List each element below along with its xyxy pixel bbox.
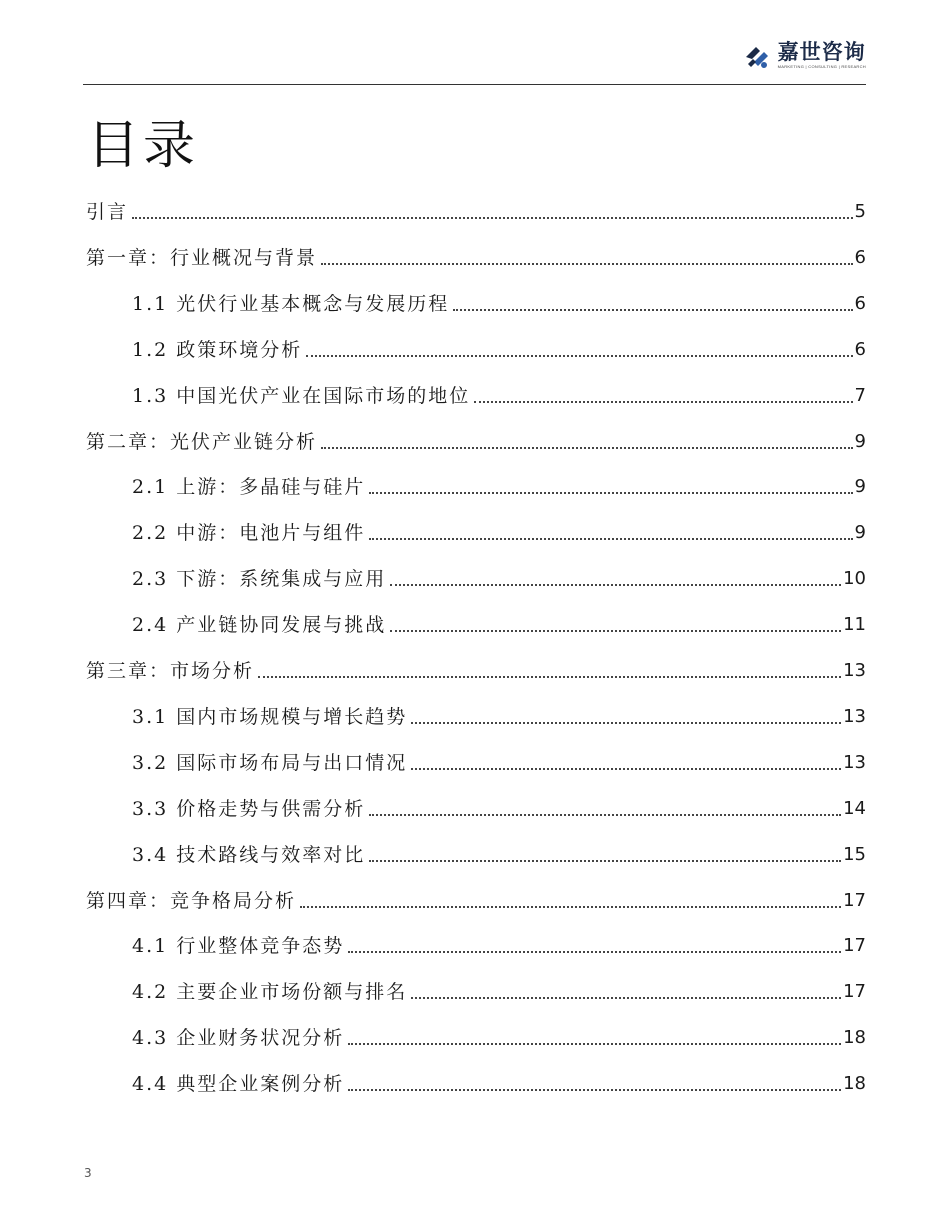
toc-entry-page: 17	[843, 981, 866, 1003]
toc-section-entry[interactable]	[132, 518, 866, 546]
toc-entry-label: 2.2 中游：电池片与组件	[132, 522, 366, 545]
toc-chapter-entry[interactable]	[86, 427, 866, 455]
toc-chapter-entry[interactable]	[86, 886, 866, 914]
toc-section-entry[interactable]	[132, 977, 866, 1005]
toc-entry-label: 引言	[86, 201, 129, 223]
toc-title: 目录	[87, 116, 200, 176]
toc-entry-label: 2.4 产业链协同发展与挑战	[132, 614, 387, 637]
toc-entry-page: 5	[854, 201, 866, 222]
toc-dot-leader	[474, 401, 852, 403]
toc-dot-leader	[348, 951, 841, 953]
toc-dot-leader	[369, 814, 841, 816]
toc-dot-leader	[411, 768, 841, 770]
toc-chapter-entry[interactable]	[86, 656, 866, 684]
toc-entry-label: 1.1 光伏行业基本概念与发展历程	[132, 292, 450, 315]
toc-section-entry[interactable]	[132, 794, 866, 822]
toc-section-entry[interactable]	[132, 840, 866, 868]
toc-section-entry[interactable]	[132, 931, 866, 959]
toc-entry-label: 2.3 下游：系统集成与应用	[132, 568, 387, 591]
toc-dot-leader	[369, 492, 852, 494]
toc-dot-leader	[321, 263, 853, 265]
toc-section-entry[interactable]	[132, 702, 866, 730]
toc-entry-page: 17	[843, 889, 866, 911]
toc-dot-leader	[369, 860, 841, 862]
brand-tagline: MARKETING | CONSULTING | RESEARCH	[777, 64, 866, 69]
toc-dot-leader	[348, 1089, 841, 1091]
toc-section-entry[interactable]	[132, 1023, 866, 1051]
toc-section-entry[interactable]	[132, 748, 866, 776]
toc-dot-leader	[132, 217, 853, 219]
toc-dot-leader	[321, 447, 853, 449]
toc-entry-page: 9	[854, 522, 866, 544]
toc-entry-page: 11	[843, 614, 866, 636]
toc-entry-label: 3.3 价格走势与供需分析	[132, 797, 366, 820]
toc-dot-leader	[390, 630, 841, 632]
toc-section-entry[interactable]	[132, 610, 866, 638]
toc-entry-page: 6	[854, 246, 866, 268]
toc-entry-label: 4.2 主要企业市场份额与排名	[132, 981, 408, 1004]
toc-dot-leader	[411, 722, 841, 724]
toc-entry-label: 第二章：光伏产业链分析	[86, 430, 318, 453]
toc-entry-label: 3.1 国内市场规模与增长趋势	[132, 705, 408, 728]
toc-entry-label: 第四章：竞争格局分析	[86, 889, 297, 912]
toc-chapter-entry[interactable]	[86, 243, 866, 271]
toc-dot-leader	[453, 309, 852, 311]
page-number: 3	[84, 1166, 92, 1180]
toc-dot-leader	[390, 584, 841, 586]
toc-entry-page: 6	[854, 292, 866, 314]
toc-dot-leader	[411, 997, 841, 999]
toc-entry-page: 9	[854, 476, 866, 498]
toc-entry-page: 9	[854, 430, 866, 452]
toc-dot-leader	[348, 1043, 841, 1045]
toc-entry-page: 10	[843, 568, 866, 590]
toc-entry-page: 7	[854, 384, 866, 406]
toc-entry-label: 1.2 政策环境分析	[132, 338, 303, 361]
toc-section-entry[interactable]	[132, 381, 866, 409]
toc-entry-page: 18	[843, 1027, 866, 1049]
brand-name: 嘉世咨询	[777, 40, 866, 64]
toc-entry-label: 第一章：行业概况与背景	[86, 246, 318, 269]
toc-entry-page: 13	[843, 660, 866, 681]
toc-entry-page: 13	[843, 751, 866, 773]
toc-dot-leader	[306, 355, 852, 357]
toc-entry-label: 3.2 国际市场布局与出口情况	[132, 751, 408, 774]
toc-dot-leader	[258, 676, 841, 678]
toc-section-entry[interactable]	[132, 335, 866, 363]
toc-entry-label: 2.1 上游：多晶硅与硅片	[132, 476, 366, 499]
toc-section-entry[interactable]	[132, 1069, 866, 1097]
toc-entry-label: 4.1 行业整体竞争态势	[132, 935, 345, 958]
toc-entry-page: 17	[843, 935, 866, 957]
toc-section-entry[interactable]	[132, 289, 866, 317]
toc-entry-label: 4.3 企业财务状况分析	[132, 1027, 345, 1050]
toc-entry-page: 13	[843, 705, 866, 727]
toc-dot-leader	[369, 538, 852, 540]
toc-entry-label: 第三章：市场分析	[86, 660, 255, 682]
toc-section-entry[interactable]	[132, 564, 866, 592]
toc-entry-label: 1.3 中国光伏产业在国际市场的地位	[132, 384, 471, 407]
toc-entry-page: 14	[843, 797, 866, 819]
toc-entry-label: 3.4 技术路线与效率对比	[132, 843, 366, 866]
toc-chapter-entry[interactable]	[86, 197, 866, 225]
toc-entry-page: 6	[854, 338, 866, 360]
toc-section-entry[interactable]	[132, 472, 866, 500]
toc-entry-label: 4.4 典型企业案例分析	[132, 1073, 345, 1096]
toc-entry-page: 18	[843, 1073, 866, 1095]
toc-dot-leader	[300, 906, 841, 908]
toc-entry-page: 15	[843, 843, 866, 865]
